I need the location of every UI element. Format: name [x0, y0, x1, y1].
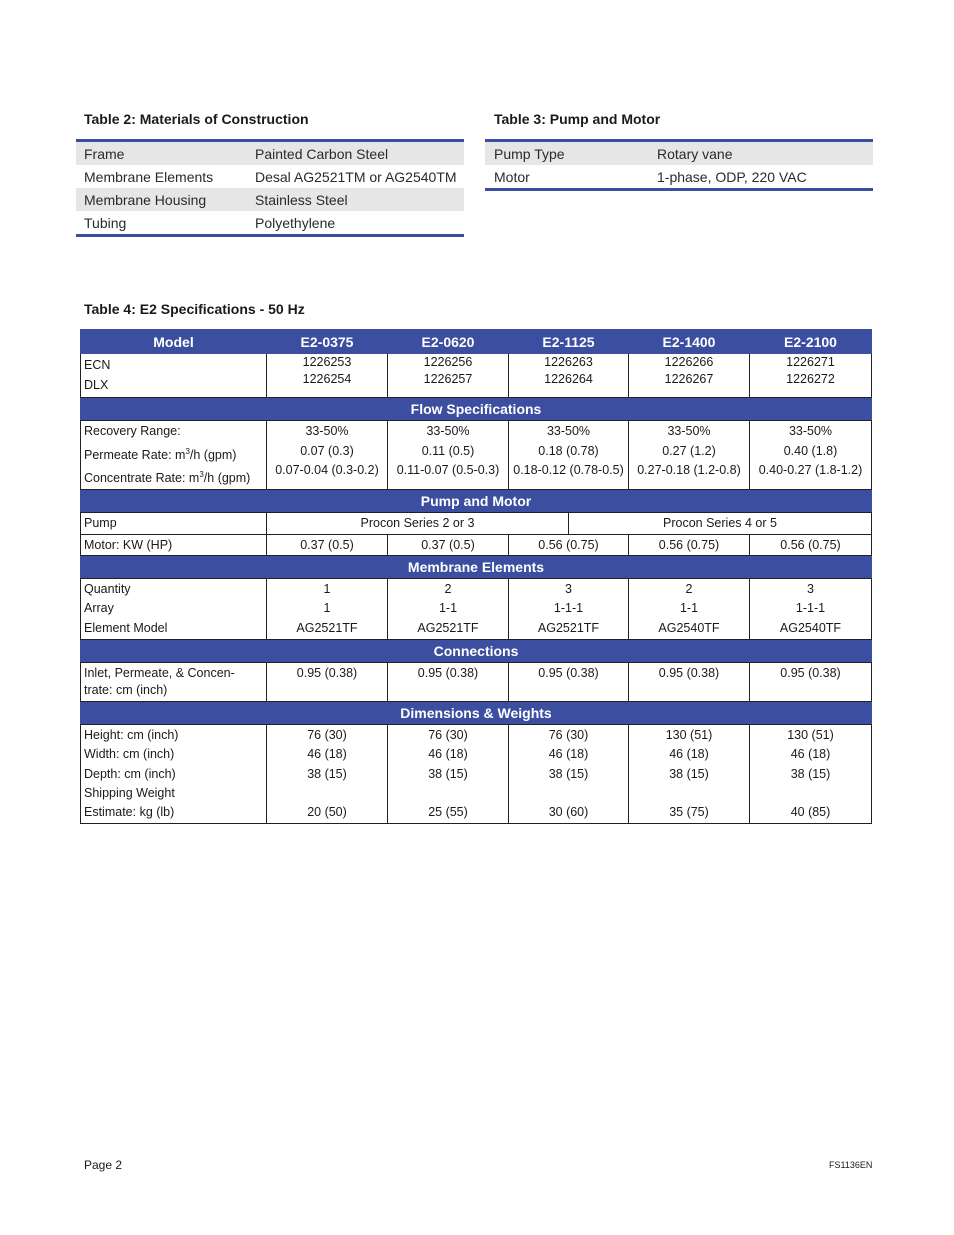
table3-caption: Table 3: Pump and Motor: [494, 111, 661, 127]
dimensions-cell: [629, 724, 750, 823]
flow-cell: [629, 421, 750, 490]
header-row: [81, 330, 872, 354]
dlx-value: 1226257: [423, 372, 473, 386]
unit-tail: /h (gpm): [189, 447, 237, 462]
connections-section-title: Connections: [81, 639, 872, 662]
recovery-value: 33-50%: [546, 424, 591, 438]
materials-label: Frame: [84, 145, 125, 162]
motor-value: 0.37 (0.5): [388, 534, 509, 555]
membrane-cell: [267, 578, 388, 639]
connections-value: [388, 662, 509, 701]
quantity-value: 2: [444, 581, 452, 596]
array-value: 1-1-1: [795, 601, 826, 616]
depth-value: 38 (15): [428, 766, 468, 781]
connections-label-line1: Inlet, Permeate, & Concen-: [84, 665, 235, 680]
ids-cell: [267, 354, 388, 398]
materials-row: [76, 211, 464, 234]
element-model-value: AG2521TF: [296, 620, 358, 635]
model-column-header: E2-0375: [267, 330, 388, 354]
dimensions-cell: [388, 724, 509, 823]
model-column-header: E2-0620: [388, 330, 509, 354]
materials-value: Stainless Steel: [255, 191, 348, 208]
dimensions-row: [81, 724, 872, 823]
ids-labels: [81, 354, 267, 398]
specifications-table: [80, 329, 872, 824]
ids-cell: [509, 354, 629, 398]
width-value: 46 (18): [548, 747, 589, 762]
recovery-value: 33-50%: [788, 424, 833, 438]
pump-series-small: Procon Series 2 or 3: [267, 513, 569, 534]
element-model-value: AG2540TF: [779, 620, 842, 635]
table4-caption: Table 4: E2 Specifications - 50 Hz: [84, 301, 305, 317]
motor-value: 0.56 (0.75): [509, 534, 629, 555]
pump-row: [81, 512, 872, 534]
array-value: 1-1-1: [553, 601, 584, 616]
ecn-value: 1226271: [786, 355, 835, 369]
concentrate-label-text: Concentrate Rate: m: [84, 471, 200, 486]
pump-motor-table: [485, 139, 873, 191]
materials-value: Painted Carbon Steel: [255, 145, 389, 162]
shipping-weight-label: Shipping Weight: [84, 786, 175, 801]
connection-size: 0.95 (0.38): [417, 665, 479, 680]
materials-row: [76, 188, 464, 211]
height-label: Height: cm (inch): [84, 727, 179, 742]
membrane-cell: [388, 578, 509, 639]
ecn-value: 1226263: [544, 355, 593, 369]
membrane-row: [81, 578, 872, 639]
model-column-header: E2-2100: [750, 330, 872, 354]
permeate-value: 0.40 (1.8): [783, 443, 838, 458]
element-model-value: AG2540TF: [658, 620, 720, 635]
connections-value: [267, 662, 388, 701]
depth-label: Depth: cm (inch): [84, 766, 176, 781]
materials-row: [76, 142, 464, 165]
ecn-value: 1226266: [664, 355, 714, 369]
ids-cell: [629, 354, 750, 398]
ids-cell: [750, 354, 872, 398]
width-value: 46 (18): [307, 747, 347, 762]
width-value: 46 (18): [669, 747, 709, 762]
element-model-value: AG2521TF: [417, 620, 479, 635]
membrane-section-title: Membrane Elements: [81, 555, 872, 578]
quantity-label: Quantity: [84, 581, 131, 596]
estimate-label: Estimate: kg (lb): [84, 804, 175, 819]
flow-section-title: Flow Specifications: [81, 398, 872, 421]
dlx-value: 1226267: [664, 372, 714, 386]
height-value: 130 (51): [787, 727, 834, 742]
motor-label: Motor: KW (HP): [81, 534, 267, 555]
height-value: 76 (30): [307, 727, 347, 742]
pump-series-cell: [267, 512, 872, 534]
pump-motor-label: Motor: [494, 168, 530, 185]
connections-label: [81, 662, 267, 701]
flow-cell: [750, 421, 872, 490]
concentrate-value: 0.11-0.07 (0.5-0.3): [396, 463, 500, 477]
membrane-section-row: [81, 555, 872, 578]
table2-caption: Table 2: Materials of Construction: [84, 111, 309, 127]
pump-motor-value: 1-phase, ODP, 220 VAC: [657, 168, 807, 185]
permeate-value: 0.07 (0.3): [300, 443, 354, 458]
depth-value: 38 (15): [669, 766, 709, 781]
dlx-value: 1226264: [544, 372, 593, 386]
motor-value: 0.56 (0.75): [750, 534, 872, 555]
connections-value: [629, 662, 750, 701]
connection-size: 0.95 (0.38): [296, 665, 358, 680]
model-column-header: E2-1125: [509, 330, 629, 354]
height-value: 130 (51): [665, 727, 713, 742]
dimensions-cell: [267, 724, 388, 823]
membrane-cell: [750, 578, 872, 639]
pump-motor-value: Rotary vane: [657, 145, 733, 162]
ecn-value: 1226256: [423, 355, 473, 369]
ids-cell: [388, 354, 509, 398]
element-model-value: AG2521TF: [537, 620, 600, 635]
ecn-label: ECN: [84, 358, 111, 372]
recovery-value: 33-50%: [667, 424, 711, 438]
recovery-value: 33-50%: [305, 424, 349, 438]
flow-labels: [81, 421, 267, 490]
materials-table: [76, 139, 464, 237]
concentrate-value: 0.27-0.18 (1.2-0.8): [637, 463, 741, 477]
dimensions-section-row: [81, 701, 872, 724]
quantity-value: 1: [323, 581, 331, 596]
permeate-label-text: Permeate Rate: m: [84, 447, 186, 462]
connections-value: [750, 662, 872, 701]
pump-series-large: Procon Series 4 or 5: [663, 515, 777, 530]
materials-label: Membrane Housing: [84, 191, 207, 208]
weight-value: 35 (75): [669, 805, 709, 820]
dlx-value: 1226272: [786, 372, 835, 386]
connections-value: [509, 662, 629, 701]
array-value: 1-1: [679, 601, 699, 616]
flow-row: [81, 421, 872, 490]
materials-value: Polyethylene: [255, 214, 336, 231]
array-label: Array: [84, 601, 114, 616]
concentrate-label: [84, 465, 266, 489]
model-column-header: E2-1400: [629, 330, 750, 354]
weight-value: 40 (85): [790, 805, 831, 820]
permeate-value: 0.18 (0.78): [538, 443, 599, 458]
motor-value: 0.37 (0.5): [267, 534, 388, 555]
pump-motor-label: Pump Type: [494, 145, 565, 162]
model-header: Model: [81, 330, 267, 354]
dlx-value: 1226254: [302, 372, 352, 386]
motor-value: 0.56 (0.75): [629, 534, 750, 555]
width-value: 46 (18): [790, 747, 831, 762]
ecn-value: 1226253: [302, 355, 352, 369]
quantity-value: 3: [807, 581, 814, 596]
flow-cell: [388, 421, 509, 490]
ids-row: [81, 354, 872, 398]
dlx-label: DLX: [84, 377, 109, 392]
flow-cell: [267, 421, 388, 490]
dimensions-section-title: Dimensions & Weights: [81, 701, 872, 724]
pump-motor-row: [485, 165, 873, 188]
concentrate-value: 0.18-0.12 (0.78-0.5): [513, 463, 624, 477]
materials-label: Membrane Elements: [84, 168, 214, 185]
membrane-cell: [509, 578, 629, 639]
height-value: 76 (30): [548, 727, 589, 742]
membrane-cell: [629, 578, 750, 639]
depth-value: 38 (15): [790, 766, 831, 781]
permeate-value: 0.27 (1.2): [662, 443, 716, 458]
document-code: FS1136EN: [829, 1160, 873, 1170]
flow-cell: [509, 421, 629, 490]
dimensions-cell: [750, 724, 872, 823]
unit-tail: /h (gpm): [203, 471, 251, 486]
element-model-label: Element Model: [84, 620, 168, 635]
membrane-labels: [81, 578, 267, 639]
materials-value: Desal AG2521TM or AG2540TM: [255, 168, 457, 185]
page-number: Page 2: [84, 1158, 123, 1172]
array-value: 1-1: [438, 601, 458, 616]
pump-section-row: [81, 489, 872, 512]
depth-value: 38 (15): [307, 766, 347, 781]
connection-size: 0.95 (0.38): [658, 665, 720, 680]
pump-motor-row: [485, 142, 873, 165]
pump-section-title: Pump and Motor: [81, 489, 872, 512]
connection-size: 0.95 (0.38): [538, 665, 599, 680]
recovery-label: Recovery Range:: [84, 424, 181, 438]
dimensions-cell: [509, 724, 629, 823]
weight-value: 30 (60): [548, 805, 589, 820]
array-value: 1: [323, 601, 331, 616]
width-value: 46 (18): [428, 747, 468, 762]
concentrate-value: 0.07-0.04 (0.3-0.2): [275, 463, 379, 477]
connections-row: [81, 662, 872, 701]
permeate-label: [84, 442, 266, 466]
connections-section-row: [81, 639, 872, 662]
weight-value: 20 (50): [307, 805, 347, 820]
height-value: 76 (30): [428, 727, 468, 742]
connections-label-line2: trate: cm (inch): [84, 682, 168, 697]
weight-value: 25 (55): [428, 805, 468, 820]
quantity-value: 2: [685, 581, 693, 596]
dimensions-labels: [81, 724, 267, 823]
permeate-value: 0.11 (0.5): [421, 443, 475, 458]
motor-row: [81, 534, 872, 555]
unit-superscript: 3: [185, 446, 190, 456]
flow-section-row: [81, 398, 872, 421]
recovery-value: 33-50%: [426, 424, 470, 438]
depth-value: 38 (15): [548, 766, 589, 781]
concentrate-value: 0.40-0.27 (1.8-1.2): [758, 463, 863, 477]
pump-label: Pump: [81, 512, 267, 534]
materials-label: Tubing: [84, 214, 127, 231]
materials-row: [76, 165, 464, 188]
quantity-value: 3: [565, 581, 572, 596]
width-label: Width: cm (inch): [84, 747, 175, 762]
unit-superscript: 3: [199, 470, 204, 480]
connection-size: 0.95 (0.38): [780, 665, 841, 680]
